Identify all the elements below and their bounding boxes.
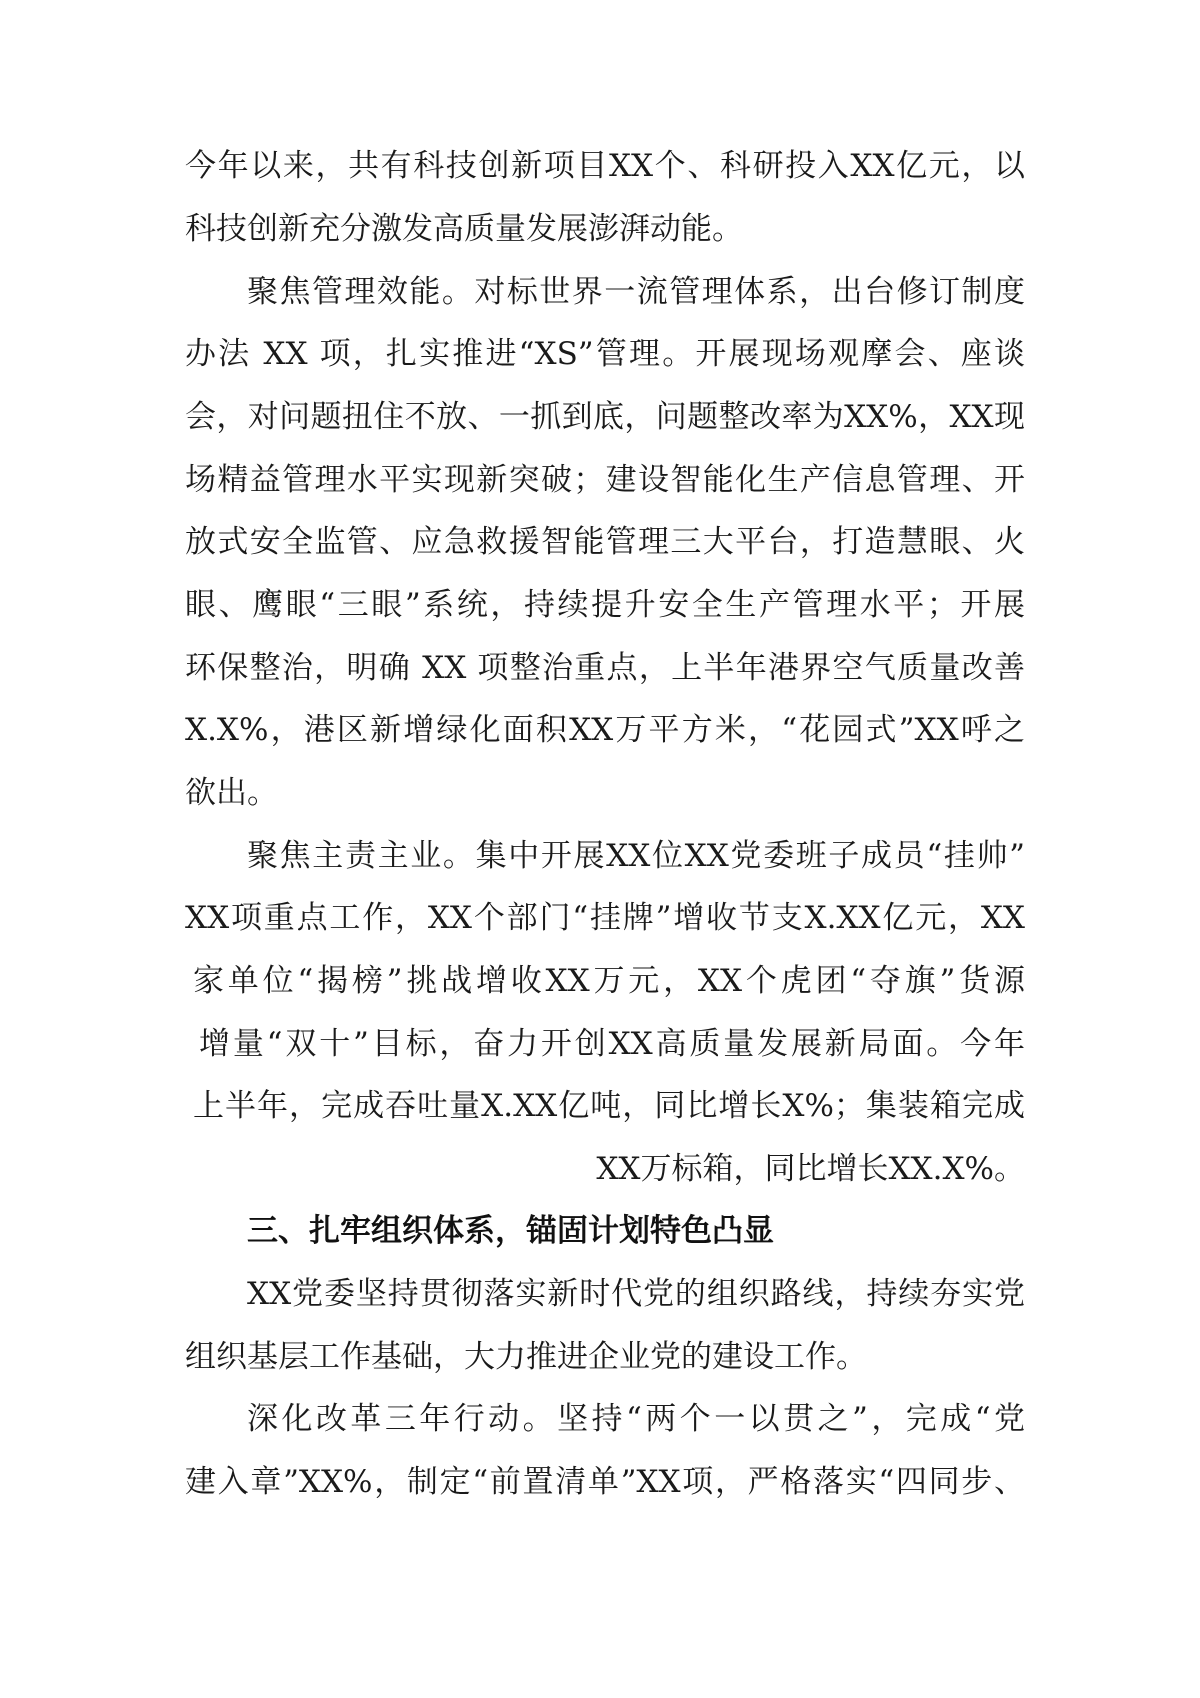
text-line: 科技创新充分激发高质量发展澎湃动能。 [185, 211, 743, 247]
paragraph-first-line: 深化改革三年行动。坚持“两个一以贯之”，完成“党 [247, 1401, 1025, 1437]
text-line: 组织基层工作基础，大力推进企业党的建设工作。 [185, 1339, 867, 1375]
section-heading: 三、扎牢组织体系，锚固计划特色凸显 [247, 1213, 774, 1249]
text-line: 增量“双十”目标，奋力开创XX高质量发展新局面。今年 [199, 1026, 1025, 1062]
text-line: 欲出。 [185, 775, 278, 811]
text-line: 今年以来，共有科技创新项目XX个、科研投入XX亿元，以 [185, 148, 1025, 184]
text-line: X.X%，港区新增绿化面积XX万平方米，“花园式”XX呼之 [185, 712, 1025, 748]
text-line: 环保整治，明确 XX 项整治重点，上半年港界空气质量改善 [185, 650, 1025, 686]
text-line: XX万标箱，同比增长XX.X%。 [596, 1151, 1025, 1187]
paragraph-first-line: 聚焦管理效能。对标世界一流管理体系，出台修订制度 [247, 274, 1025, 310]
text-line: 眼、鹰眼“三眼”系统，持续提升安全生产管理水平；开展 [185, 587, 1025, 623]
text-line: XX项重点工作，XX个部门“挂牌”增收节支X.XX亿元，XX [185, 900, 1025, 936]
paragraph-first-line: XX党委坚持贯彻落实新时代党的组织路线，持续夯实党 [247, 1276, 1025, 1312]
text-line: 办法 XX 项，扎实推进“XS”管理。开展现场观摩会、座谈 [185, 336, 1025, 372]
text-line: 上半年，完成吞吐量X.XX亿吨，同比增长X%；集装箱完成 [193, 1088, 1025, 1124]
text-line: 会，对问题扭住不放、一抓到底，问题整改率为XX%，XX现 [185, 399, 1025, 435]
text-line: 建入章”XX%，制定“前置清单”XX项，严格落实“四同步、 [185, 1464, 1025, 1500]
paragraph-first-line: 聚焦主责主业。集中开展XX位XX党委班子成员“挂帅” [247, 838, 1025, 874]
text-line: 家单位“揭榜”挑战增收XX万元，XX个虎团“夺旗”货源 [193, 963, 1025, 999]
text-line: 场精益管理水平实现新突破；建设智能化生产信息管理、开 [185, 462, 1025, 498]
text-line: 放式安全监管、应急救援智能管理三大平台，打造慧眼、火 [185, 524, 1025, 560]
